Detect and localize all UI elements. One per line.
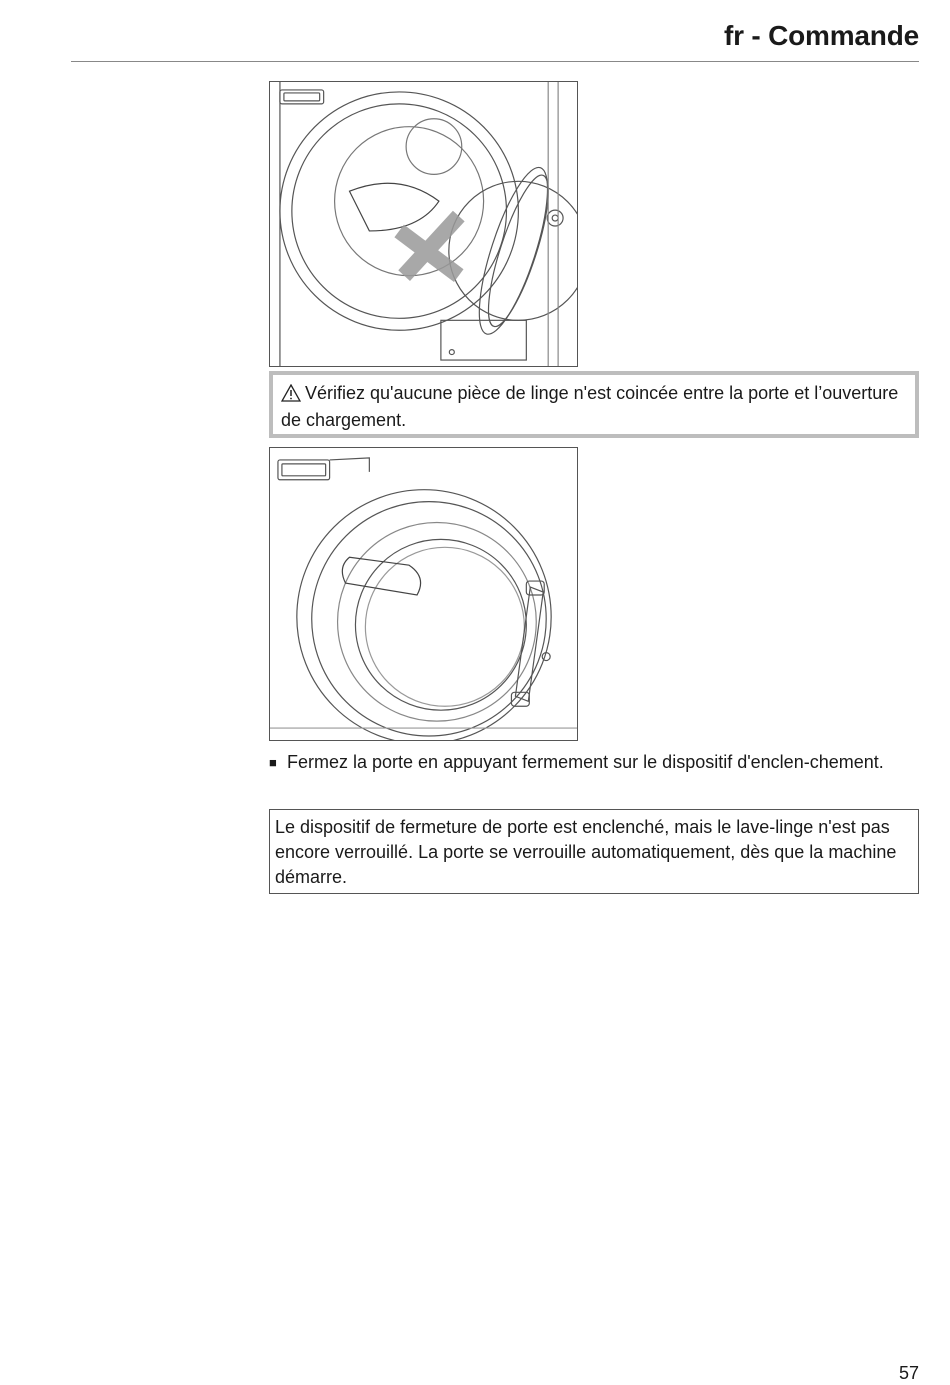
- instruction-step: [269, 750, 919, 775]
- section-title: fr - Commande: [724, 20, 919, 51]
- info-note-box: [269, 809, 919, 894]
- warning-text: Vérifiez qu'aucune pièce de linge n'est coincée entre la porte et l’ouverture de chargement.: [281, 383, 899, 430]
- warning-triangle-icon: [281, 384, 301, 408]
- illustration-closing-door: [269, 447, 578, 741]
- note-text: Le dispositif de fermeture de porte est enclenché, mais le lave-linge n'est pas encore verrouillé. La porte se verrouille automatiquement, dès que la machine démarre.: [275, 817, 897, 887]
- warning-box: [269, 371, 919, 438]
- instruction-text: Fermez la porte en appuyant fermement sur le dispositif d'enclen-chement.: [287, 752, 884, 772]
- illustration-laundry-caught-in-door: [269, 81, 578, 367]
- square-bullet-icon: ■: [269, 755, 277, 770]
- page-number: 57: [898, 1363, 919, 1383]
- header-divider: [71, 61, 919, 62]
